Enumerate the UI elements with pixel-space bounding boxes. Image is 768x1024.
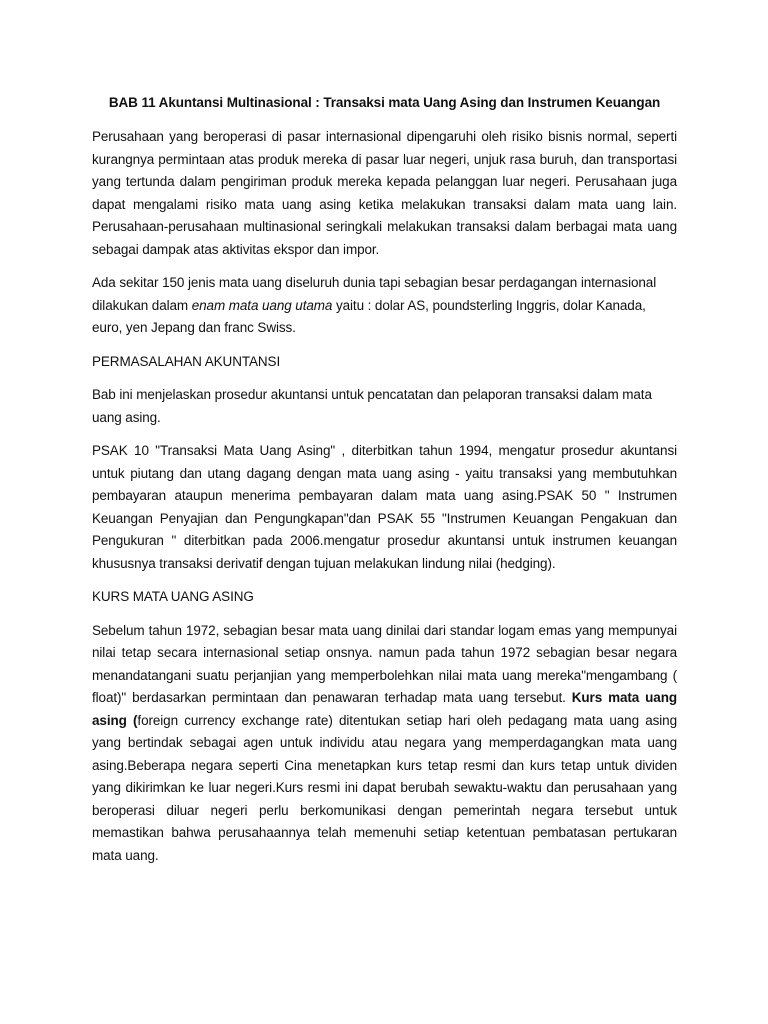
document-title: BAB 11 Akuntansi Multinasional : Transaksi mata Uang Asing dan Instrumen Keuangan — [108, 95, 661, 110]
paragraph-exchange-text-1: Sebelum tahun 1972, sebagian besar mata uang dinilai dari standar logam emas yang mempunyai nilai tetap secara internasional setiap onsnya. namun pada tahun 1972 sebagian besar negara menandatangani suatu perjanjian yang memperbolehkan nilai mata uang mereka"mengambang ( float)" berdasarkan permintaan dan penawaran terhadap mata uang tersebut. — [92, 622, 677, 705]
paragraph-exchange-rate-history — [92, 620, 677, 868]
paragraph-psak: PSAK 10 "Transaksi Mata Uang Asing" , diterbitkan tahun 1994, mengatur prosedur akuntansi untuk piutang dan utang dagang dengan mata uang asing - yaitu transaksi yang membutuhkan pembayaran ataupun menerima pembayaran dalam mata uang asing.PSAK 50 " Instrumen Keuangan Penyajian dan Pengungkapan"dan PSAK 55 "Instrumen Keuangan Pengakuan dan Pengukuran " diterbitkan pada 2006.mengatur prosedur akuntansi untuk instrumen keuangan khususnya transaksi derivatif dengan tujuan melakukan lindung nilai (hedging). — [92, 443, 677, 571]
paragraph-chapter-scope: Bab ini menjelaskan prosedur akuntansi untuk pencatatan dan pelaporan transaksi dalam mata uang asing. — [92, 387, 652, 425]
section-heading-exchange-rates: KURS MATA UANG ASING — [92, 589, 254, 604]
paragraph-risks: Perusahaan yang beroperasi di pasar internasional dipengaruhi oleh risiko bisnis normal, seperti kurangnya permintaan atas produk mereka di pasar luar negeri, unjuk rasa buruh, dan transportasi yang tertunda dalam pengiriman produk mereka kepada pelanggan luar negeri. Perusahaan juga dapat mengalami risiko mata uang asing ketika melakukan transaksi dalam mata uang lain. Perusahaan-perusahaan multinasional seringkali melakukan transaksi dalam berbagai mata uang sebagai dampak atas aktivitas ekspor dan impor. — [92, 129, 677, 257]
paragraph-exchange-bold-term: Kurs mata uang asing ( — [92, 690, 677, 728]
paragraph-exchange-text-2: foreign currency exchange rate) ditentukan setiap hari oleh pedagang mata uang asing yang bertindak sebagai agen untuk individu atau negara yang memperdagangkan mata uang asing.Beberapa negara seperti Cina menetapkan kurs tetap resmi dan kurs tetap untuk dividen yang dikirimkan ke luar negeri.Kurs resmi ini dapat berubah sewaktu-waktu dan perusahaan yang beroperasi diluar negeri perlu berkomunikasi dengan pemerintah negara tersebut untuk memastikan bahwa perusahaannya telah memenuhi setiap ketentuan pembatasan pertukaran mata uang. — [92, 712, 678, 863]
paragraph-currencies-text-2: yaitu : dolar AS, poundsterling Inggris, dolar Kanada, euro, yen Jepang dan franc Swiss. — [92, 297, 646, 335]
paragraph-currencies-text-1: Ada sekitar 150 jenis mata uang diseluruh dunia tapi sebagian besar perdagangan internasional dilakukan dalam — [92, 275, 657, 313]
paragraph-currencies-italic: enam mata uang utama — [191, 297, 333, 313]
section-heading-accounting-issues: PERMASALAHAN AKUNTANSI — [92, 353, 281, 369]
paragraph-currencies — [92, 272, 677, 340]
